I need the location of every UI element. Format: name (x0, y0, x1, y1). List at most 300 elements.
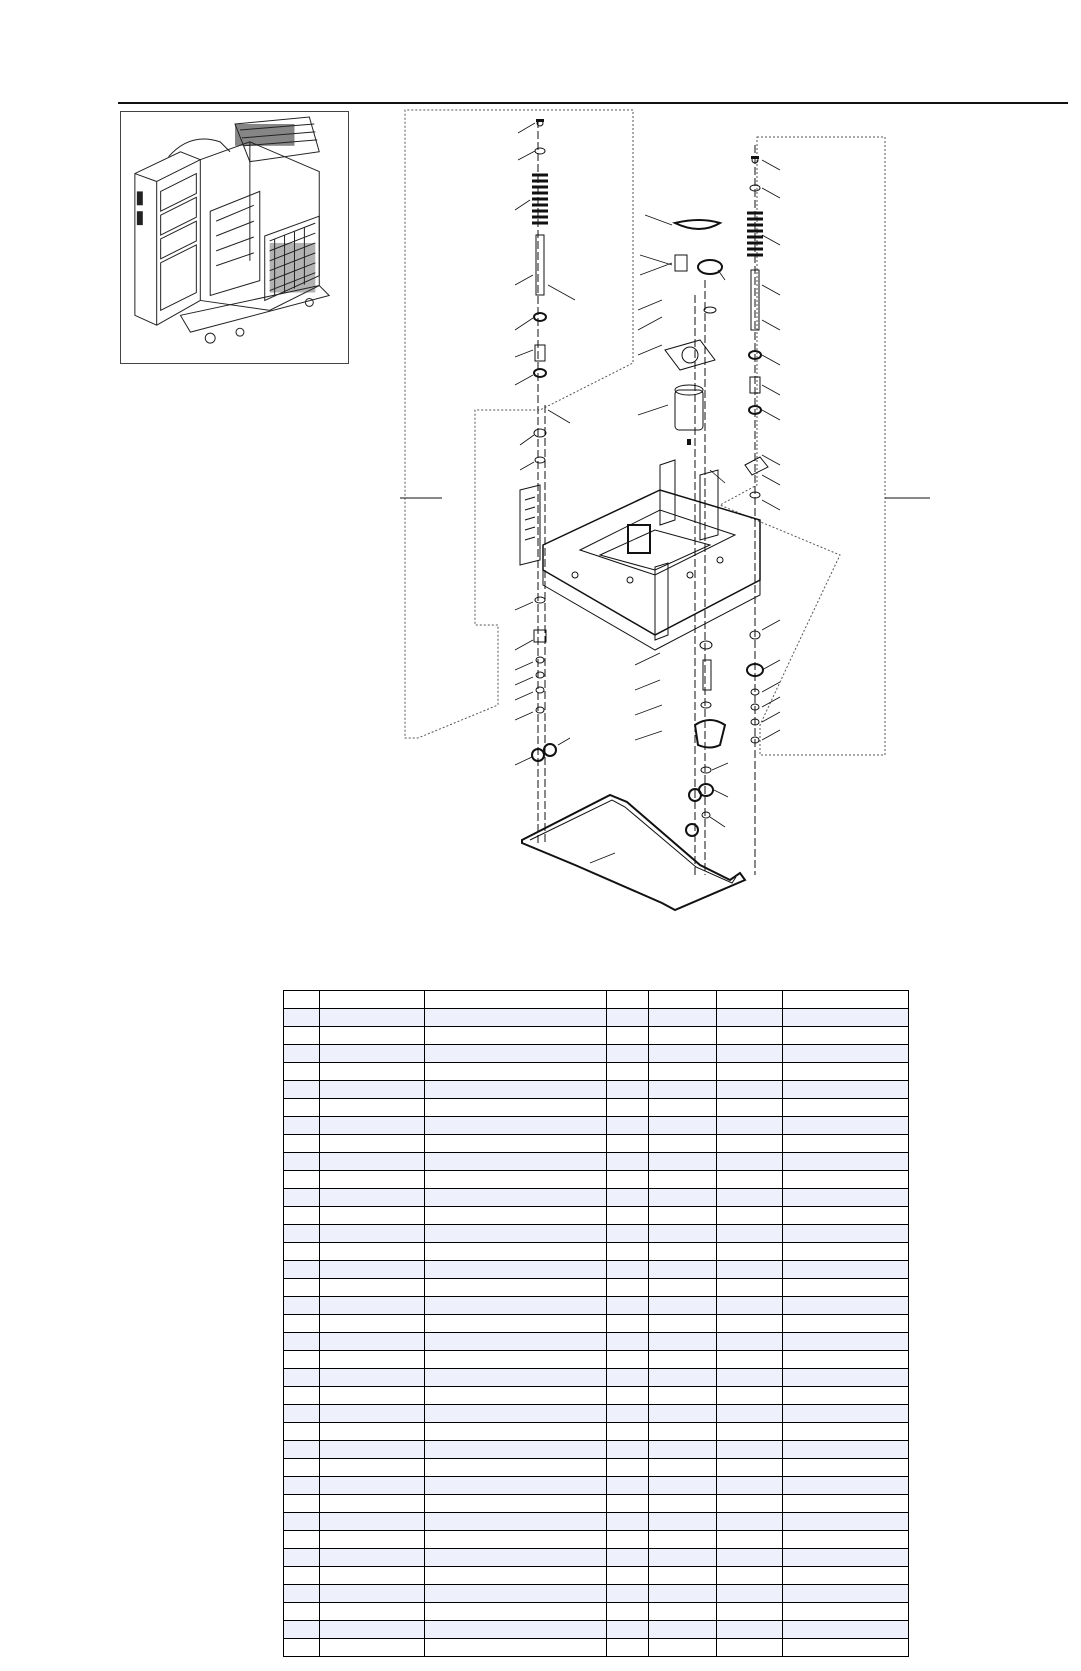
table-cell (606, 1567, 649, 1585)
table-cell (649, 1405, 717, 1423)
table-cell (649, 1495, 717, 1513)
table-cell (717, 1351, 783, 1369)
table-cell (649, 1621, 717, 1639)
table-cell (717, 1099, 783, 1117)
table-cell (649, 1261, 717, 1279)
table-cell (319, 1477, 425, 1495)
table-cell (783, 1081, 909, 1099)
table-cell (319, 1621, 425, 1639)
table-cell (319, 1441, 425, 1459)
table-cell (319, 1531, 425, 1549)
table-cell (606, 1009, 649, 1027)
table-row (284, 1459, 909, 1477)
table-cell (284, 1207, 320, 1225)
table-cell (284, 1477, 320, 1495)
parts-list-table (283, 990, 909, 1657)
table-cell (284, 1027, 320, 1045)
table-cell (649, 1117, 717, 1135)
table-cell (606, 1603, 649, 1621)
table-row (284, 1387, 909, 1405)
table-row (284, 1171, 909, 1189)
table-cell (284, 1441, 320, 1459)
table-row (284, 1621, 909, 1639)
table-cell (284, 1585, 320, 1603)
table-cell (783, 1279, 909, 1297)
table-cell (649, 1099, 717, 1117)
table-cell (606, 1315, 649, 1333)
table-cell (606, 1171, 649, 1189)
table-row (284, 1063, 909, 1081)
table-row (284, 1135, 909, 1153)
table-cell (606, 1135, 649, 1153)
table-cell (717, 1009, 783, 1027)
table-cell (717, 1261, 783, 1279)
table-cell (717, 1369, 783, 1387)
table-cell (717, 1405, 783, 1423)
table-cell (783, 1531, 909, 1549)
table-cell (606, 1639, 649, 1657)
table-cell (284, 1135, 320, 1153)
exploded-assembly-drawing (400, 105, 1000, 985)
table-cell (425, 1603, 607, 1621)
table-cell (649, 1153, 717, 1171)
table-cell (425, 1117, 607, 1135)
table-cell (425, 1189, 607, 1207)
right-subassembly-outline (720, 137, 885, 755)
table-cell (606, 1459, 649, 1477)
table-cell (717, 1477, 783, 1495)
table-row (284, 1603, 909, 1621)
table-cell (425, 1549, 607, 1567)
table-cell (319, 1459, 425, 1477)
table-cell (649, 1081, 717, 1099)
table-cell (425, 1423, 607, 1441)
table-cell (717, 1045, 783, 1063)
table-cell (606, 1351, 649, 1369)
table-cell (717, 1549, 783, 1567)
table-row (284, 1423, 909, 1441)
table-cell (783, 1549, 909, 1567)
table-cell (717, 1441, 783, 1459)
table-cell (606, 1243, 649, 1261)
table-cell (425, 1513, 607, 1531)
table-cell (425, 1351, 607, 1369)
table-row (284, 1153, 909, 1171)
table-cell (783, 1387, 909, 1405)
table-row (284, 1549, 909, 1567)
table-cell (783, 1063, 909, 1081)
table-row (284, 1045, 909, 1063)
table-cell (717, 1567, 783, 1585)
main-frame (543, 490, 760, 635)
table-cell (425, 1441, 607, 1459)
table-cell (425, 1531, 607, 1549)
table-cell (284, 1153, 320, 1171)
header-rule (118, 102, 1068, 104)
table-cell (606, 1225, 649, 1243)
table-cell (717, 1153, 783, 1171)
table-cell (606, 1261, 649, 1279)
table-cell (783, 1423, 909, 1441)
table-cell (783, 1369, 909, 1387)
table-row (284, 1567, 909, 1585)
table-cell (649, 1351, 717, 1369)
table-cell (319, 991, 425, 1009)
table-cell (717, 1315, 783, 1333)
table-row (284, 1369, 909, 1387)
table-row (284, 1261, 909, 1279)
table-cell (284, 1459, 320, 1477)
table-cell (717, 1207, 783, 1225)
table-row (284, 1477, 909, 1495)
table-cell (717, 1243, 783, 1261)
table-cell (649, 1225, 717, 1243)
table-cell (284, 1513, 320, 1531)
table-cell (319, 1207, 425, 1225)
table-cell (319, 1225, 425, 1243)
table-cell (717, 1603, 783, 1621)
table-cell (649, 1387, 717, 1405)
table-cell (284, 1171, 320, 1189)
table-cell (717, 1189, 783, 1207)
table-cell (284, 1603, 320, 1621)
table-cell (319, 1315, 425, 1333)
table-cell (425, 1639, 607, 1657)
table-cell (284, 1423, 320, 1441)
table-row (284, 1009, 909, 1027)
table-row (284, 1117, 909, 1135)
table-cell (649, 1531, 717, 1549)
table-cell (284, 1333, 320, 1351)
table-cell (284, 1009, 320, 1027)
table-cell (649, 1045, 717, 1063)
table-cell (606, 1189, 649, 1207)
table-cell (783, 991, 909, 1009)
table-cell (319, 1351, 425, 1369)
table-cell (319, 1567, 425, 1585)
table-cell (606, 1531, 649, 1549)
table-cell (649, 1315, 717, 1333)
table-cell (606, 1045, 649, 1063)
table-cell (606, 1585, 649, 1603)
table-cell (649, 991, 717, 1009)
table-cell (319, 1099, 425, 1117)
table-row (284, 1081, 909, 1099)
table-cell (425, 1387, 607, 1405)
table-cell (606, 1405, 649, 1423)
table-cell (284, 991, 320, 1009)
table-cell (717, 1279, 783, 1297)
table-cell (783, 1459, 909, 1477)
table-cell (425, 1045, 607, 1063)
table-cell (606, 991, 649, 1009)
table-cell (717, 1063, 783, 1081)
table-cell (717, 1171, 783, 1189)
table-cell (425, 1243, 607, 1261)
exploded-diagram-svg (400, 105, 1000, 985)
table-row (284, 1585, 909, 1603)
table-cell (649, 1207, 717, 1225)
table-row (284, 1243, 909, 1261)
table-cell (783, 1405, 909, 1423)
table-row (284, 1513, 909, 1531)
table-cell (783, 1261, 909, 1279)
table-cell (783, 1585, 909, 1603)
table-cell (319, 1603, 425, 1621)
table-cell (284, 1045, 320, 1063)
table-cell (284, 1369, 320, 1387)
table-cell (425, 1135, 607, 1153)
table-cell (606, 1207, 649, 1225)
table-cell (649, 1333, 717, 1351)
table-cell (783, 1207, 909, 1225)
table-cell (319, 1513, 425, 1531)
table-row (284, 1297, 909, 1315)
machine-overview-illustration (121, 112, 348, 363)
table-cell (717, 1333, 783, 1351)
table-cell (425, 1261, 607, 1279)
table-cell (319, 1639, 425, 1657)
table-cell (319, 1117, 425, 1135)
table-row (284, 1207, 909, 1225)
table-cell (717, 1027, 783, 1045)
table-cell (425, 1315, 607, 1333)
table-cell (319, 1045, 425, 1063)
table-cell (606, 1477, 649, 1495)
table-cell (717, 1081, 783, 1099)
belt-loop (522, 795, 745, 910)
table-cell (649, 1585, 717, 1603)
table-cell (783, 1441, 909, 1459)
table-cell (649, 1171, 717, 1189)
table-row (284, 1333, 909, 1351)
table-cell (783, 1333, 909, 1351)
table-cell (319, 1027, 425, 1045)
table-cell (783, 1513, 909, 1531)
table-cell (649, 1279, 717, 1297)
table-cell (717, 1387, 783, 1405)
table-cell (649, 1549, 717, 1567)
table-cell (649, 1243, 717, 1261)
table-cell (606, 1333, 649, 1351)
table-cell (717, 1621, 783, 1639)
table-cell (783, 1153, 909, 1171)
table-cell (649, 1027, 717, 1045)
table-cell (606, 1063, 649, 1081)
table-cell (284, 1189, 320, 1207)
table-row (284, 1531, 909, 1549)
table-cell (717, 1297, 783, 1315)
table-cell (319, 1495, 425, 1513)
table-cell (319, 1135, 425, 1153)
table-cell (649, 1189, 717, 1207)
table-cell (717, 1225, 783, 1243)
table-cell (783, 1621, 909, 1639)
table-cell (425, 1495, 607, 1513)
table-cell (319, 1243, 425, 1261)
table-cell (606, 1423, 649, 1441)
table-cell (783, 1351, 909, 1369)
table-cell (783, 1315, 909, 1333)
table-cell (606, 1099, 649, 1117)
table-cell (284, 1639, 320, 1657)
table-row (284, 1441, 909, 1459)
table-cell (606, 1387, 649, 1405)
table-cell (649, 1477, 717, 1495)
table-cell (606, 1297, 649, 1315)
table-cell (606, 1153, 649, 1171)
table-cell (606, 1369, 649, 1387)
table-row (284, 1351, 909, 1369)
table-cell (319, 1549, 425, 1567)
table-cell (319, 1423, 425, 1441)
table-cell (425, 1153, 607, 1171)
table-cell (783, 1135, 909, 1153)
table-cell (284, 1495, 320, 1513)
table-cell (425, 1585, 607, 1603)
table-cell (425, 1009, 607, 1027)
table-cell (649, 1369, 717, 1387)
table-cell (783, 1495, 909, 1513)
table-row (284, 991, 909, 1009)
table-cell (783, 1297, 909, 1315)
table-cell (783, 1171, 909, 1189)
table-cell (649, 1603, 717, 1621)
table-cell (319, 1279, 425, 1297)
table-cell (319, 1063, 425, 1081)
table-cell (284, 1279, 320, 1297)
table-cell (425, 1477, 607, 1495)
table-cell (649, 1135, 717, 1153)
table-cell (717, 1495, 783, 1513)
table-cell (717, 1585, 783, 1603)
table-cell (425, 1297, 607, 1315)
table-cell (425, 1621, 607, 1639)
table-cell (649, 1639, 717, 1657)
table-cell (783, 1045, 909, 1063)
table-cell (649, 1567, 717, 1585)
table-cell (649, 1423, 717, 1441)
table-cell (425, 1405, 607, 1423)
table-cell (425, 1081, 607, 1099)
table-cell (717, 1459, 783, 1477)
table-cell (606, 1513, 649, 1531)
table-cell (649, 1009, 717, 1027)
table-cell (319, 1009, 425, 1027)
table-cell (606, 1117, 649, 1135)
table-cell (284, 1225, 320, 1243)
table-cell (425, 991, 607, 1009)
table-cell (783, 1009, 909, 1027)
table-cell (717, 1423, 783, 1441)
table-cell (425, 1459, 607, 1477)
table-cell (606, 1081, 649, 1099)
table-cell (425, 1567, 607, 1585)
table-cell (425, 1333, 607, 1351)
table-cell (319, 1261, 425, 1279)
table-row (284, 1639, 909, 1657)
table-cell (284, 1351, 320, 1369)
table-cell (284, 1549, 320, 1567)
table-cell (717, 1135, 783, 1153)
table-cell (717, 1531, 783, 1549)
table-cell (284, 1531, 320, 1549)
table-cell (425, 1063, 607, 1081)
table-cell (606, 1495, 649, 1513)
table-cell (319, 1585, 425, 1603)
table-cell (649, 1297, 717, 1315)
table-cell (649, 1459, 717, 1477)
table-row (284, 1099, 909, 1117)
table-cell (649, 1063, 717, 1081)
table-cell (717, 991, 783, 1009)
table-row (284, 1225, 909, 1243)
table-cell (606, 1279, 649, 1297)
table-cell (284, 1405, 320, 1423)
table-cell (717, 1513, 783, 1531)
table-cell (783, 1639, 909, 1657)
table-cell (284, 1621, 320, 1639)
table-cell (425, 1225, 607, 1243)
table-cell (783, 1243, 909, 1261)
table-cell (606, 1027, 649, 1045)
table-row (284, 1495, 909, 1513)
table-cell (425, 1279, 607, 1297)
table-cell (319, 1333, 425, 1351)
table-cell (783, 1477, 909, 1495)
left-subassembly-outline (405, 110, 633, 738)
parts-table-body (284, 991, 909, 1657)
table-cell (717, 1639, 783, 1657)
table-cell (425, 1171, 607, 1189)
table-cell (319, 1189, 425, 1207)
table-cell (319, 1171, 425, 1189)
table-cell (284, 1297, 320, 1315)
table-row (284, 1315, 909, 1333)
table-cell (606, 1549, 649, 1567)
table-cell (284, 1081, 320, 1099)
table-cell (425, 1099, 607, 1117)
table-cell (284, 1261, 320, 1279)
table-cell (284, 1099, 320, 1117)
table-cell (284, 1117, 320, 1135)
table-cell (783, 1099, 909, 1117)
table-cell (606, 1441, 649, 1459)
table-cell (606, 1621, 649, 1639)
table-cell (284, 1567, 320, 1585)
table-cell (783, 1225, 909, 1243)
table-cell (319, 1369, 425, 1387)
table-cell (783, 1027, 909, 1045)
table-cell (717, 1117, 783, 1135)
table-cell (425, 1027, 607, 1045)
table-row (284, 1189, 909, 1207)
table-cell (783, 1603, 909, 1621)
table-row (284, 1279, 909, 1297)
table-cell (319, 1405, 425, 1423)
table-row (284, 1027, 909, 1045)
table-cell (319, 1081, 425, 1099)
table-cell (284, 1387, 320, 1405)
table-cell (783, 1117, 909, 1135)
machine-overview-thumbnail (120, 111, 349, 364)
table-cell (319, 1387, 425, 1405)
table-cell (649, 1441, 717, 1459)
table-cell (319, 1297, 425, 1315)
table-cell (284, 1315, 320, 1333)
table-cell (783, 1567, 909, 1585)
table-cell (649, 1513, 717, 1531)
